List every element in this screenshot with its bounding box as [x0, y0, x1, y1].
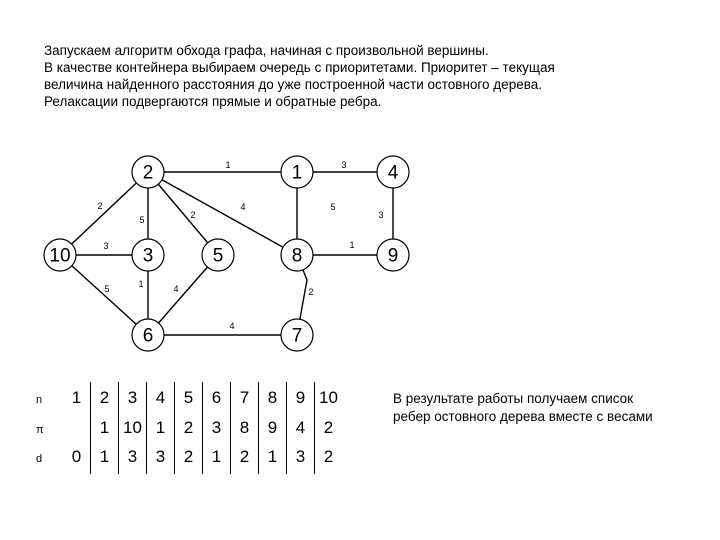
edge-weight-1-4: 3: [341, 160, 347, 170]
table-cell: 9: [267, 418, 278, 437]
edge-weight-5-6: 4: [173, 284, 179, 294]
table-cell: 10: [319, 388, 338, 407]
edge-weight-2-3: 5: [139, 215, 145, 225]
table-cell: 3: [295, 447, 306, 466]
result-text: [393, 390, 713, 426]
intro-line: Релаксации подвергаются прямые и обратные ребра.: [44, 94, 382, 109]
intro-line: Запускаем алгоритм обхода графа, начиная с произвольной вершины.: [44, 43, 489, 58]
table-cell: 1: [267, 447, 278, 466]
edge-weight-3-6: 1: [138, 279, 144, 289]
node-9: [377, 239, 409, 271]
result-line: В результате работы получаем список: [393, 391, 634, 406]
table-column-divider: [230, 382, 231, 474]
node-6: [132, 319, 164, 351]
node-label: 7: [291, 325, 303, 347]
node-2: [132, 156, 164, 188]
table-column-divider: [258, 382, 259, 474]
edge-weight-2-1: 1: [225, 160, 231, 170]
edge-weight-10-6: 5: [104, 284, 110, 294]
table-cell: 2: [183, 418, 194, 437]
edge-weight-1-8: 5: [330, 202, 336, 212]
table-cell: 3: [155, 447, 166, 466]
table-column-divider: [90, 382, 91, 474]
table-column-divider: [146, 382, 147, 474]
table-cell: 3: [127, 388, 138, 407]
table-cell: 5: [183, 388, 194, 407]
table-cell: 1: [71, 388, 82, 407]
node-label: 6: [142, 325, 154, 347]
table-cell: 8: [267, 388, 278, 407]
node-label: 5: [212, 245, 224, 267]
table-cell: 0: [71, 447, 82, 466]
node-10: [44, 239, 76, 271]
table-cell: 9: [295, 388, 306, 407]
node-label: 9: [387, 245, 399, 267]
table-column-divider: [202, 382, 203, 474]
table-cell: 1: [99, 447, 110, 466]
node-label: 3: [142, 245, 154, 267]
table-cell: 1: [211, 447, 222, 466]
table-column-divider: [286, 382, 287, 474]
table-row-label: n: [36, 394, 43, 406]
table-cell: 3: [127, 447, 138, 466]
node-label: 2: [142, 162, 154, 184]
table-column-divider: [314, 382, 315, 474]
edge-weight-4-9: 3: [378, 210, 384, 220]
table-cell: 3: [211, 418, 222, 437]
table-cell: 4: [155, 388, 166, 407]
table-cell: 10: [123, 418, 142, 437]
edge-weight-2-5: 2: [190, 210, 196, 220]
table-cell: 4: [295, 418, 306, 437]
edge-weight-8-7: 2: [308, 287, 314, 297]
table-cell: 2: [323, 447, 334, 466]
table-cell: 2: [99, 388, 110, 407]
node-label: 8: [291, 245, 303, 267]
table-cell: 1: [155, 418, 166, 437]
table-cell: 8: [239, 418, 250, 437]
node-label: 10: [49, 245, 71, 267]
intro-line: величина найденного расстояния до уже построенной части остовного дерева.: [44, 77, 542, 92]
intro-line: В качестве контейнера выбираем очередь с приоритетами. Приоритет – текущая: [44, 60, 555, 75]
edge-weight-8-9: 1: [349, 240, 355, 250]
result-line: ребер остовного дерева вместе с весами: [393, 409, 653, 424]
table-column-divider: [118, 382, 119, 474]
table-cell: 2: [323, 418, 334, 437]
node-label: 1: [291, 162, 303, 184]
table-cell: 6: [211, 388, 222, 407]
edge-10-6: [60, 255, 148, 335]
edge-weight-10-3: 3: [103, 241, 109, 251]
table-column-divider: [174, 382, 175, 474]
graph-nodes: [44, 156, 409, 351]
table-cell: 1: [99, 418, 110, 437]
node-4: [377, 156, 409, 188]
node-7: [281, 319, 313, 351]
node-1: [281, 156, 313, 188]
edge-weight-6-7: 4: [229, 321, 235, 331]
table-cell: 2: [183, 447, 194, 466]
table-row-label: π: [36, 424, 44, 436]
table-cell: 2: [239, 447, 250, 466]
edge-weight-2-8: 4: [240, 202, 246, 212]
edge-weight-2-10: 2: [97, 201, 103, 211]
node-8: [281, 239, 313, 271]
node-5: [202, 239, 234, 271]
node-3: [132, 239, 164, 271]
table-row-label: d: [36, 453, 43, 465]
node-label: 4: [387, 162, 399, 184]
table-cell: 7: [239, 388, 250, 407]
